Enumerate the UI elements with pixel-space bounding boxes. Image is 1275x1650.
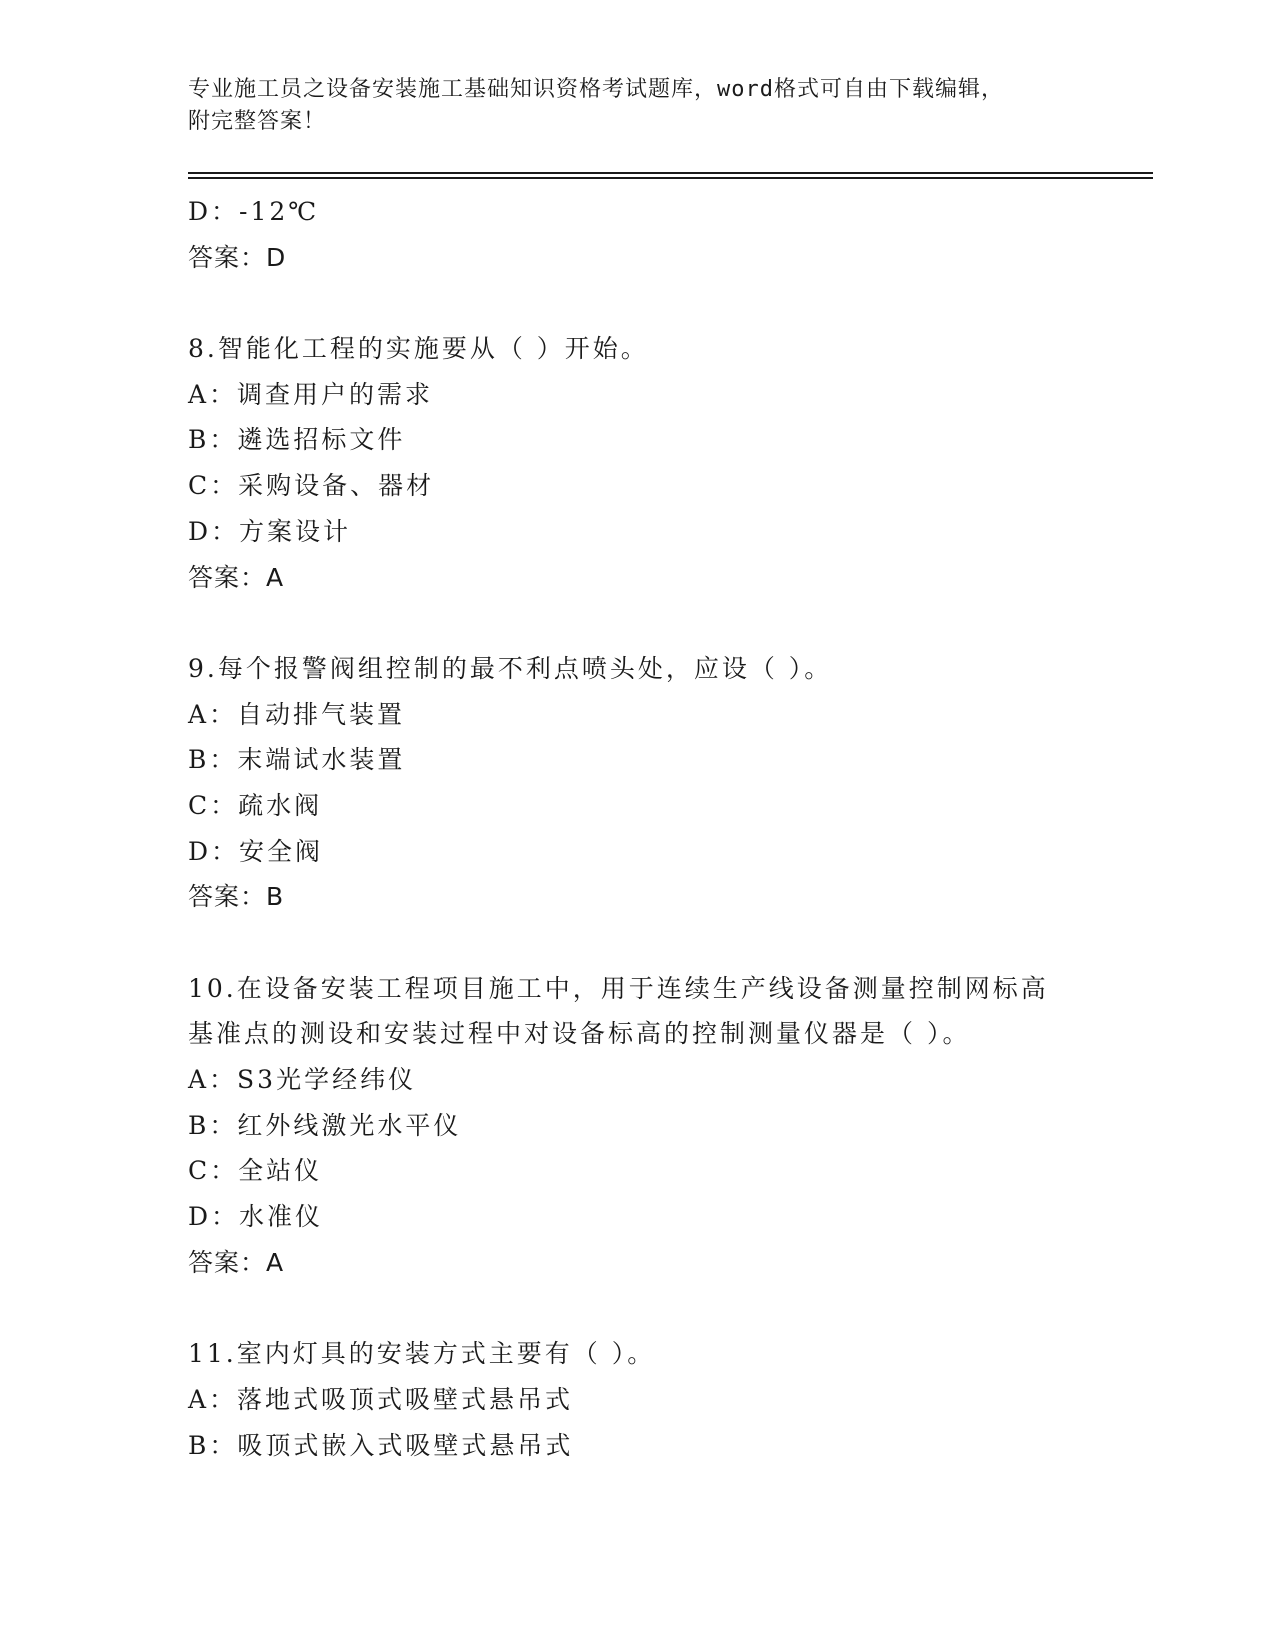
question-list	[188, 189, 1088, 1468]
spacer	[188, 1286, 1088, 1332]
header-rule-bottom	[188, 177, 1153, 179]
option-a: A：自动排气装置	[188, 699, 406, 729]
spacer	[188, 600, 1088, 646]
header-line-1: 专业施工员之设备安装施工基础知识资格考试题库，word格式可自由下载编辑，	[188, 77, 1004, 102]
header-line-2: 附完整答案！	[188, 109, 327, 134]
spacer	[188, 920, 1088, 966]
option-c: C：采购设备、器材	[188, 471, 435, 501]
option-c: C：疏水阀	[188, 790, 323, 820]
option-c: C：全站仪	[188, 1156, 323, 1186]
option-a: A：S3光学经纬仪	[188, 1065, 417, 1095]
option-a: A：调查用户的需求	[188, 379, 434, 409]
question-9	[188, 646, 1088, 920]
option-b: B：遴选招标文件	[188, 425, 406, 455]
prev-option-d: D：-12℃	[188, 197, 320, 226]
option-d: D：安全阀	[188, 836, 324, 866]
question-stem: 8.智能化工程的实施要从（ ）开始。	[188, 334, 649, 364]
spacer	[188, 280, 1088, 326]
header-rule-top	[188, 172, 1153, 174]
option-d: D：方案设计	[188, 516, 352, 546]
answer: 答案：A	[188, 1247, 285, 1277]
option-d: D：水准仪	[188, 1202, 324, 1232]
question-10	[188, 966, 1088, 1286]
question-stem-line-2: 基准点的测设和安装过程中对设备标高的控制测量仪器是（ ）。	[188, 1019, 971, 1049]
option-a: A：落地式吸顶式吸壁式悬吊式	[188, 1384, 574, 1414]
question-stem: 11.室内灯具的安装方式主要有（ ）。	[188, 1339, 656, 1369]
document-header	[188, 74, 1088, 138]
option-b: B：末端试水装置	[188, 745, 406, 775]
question-stem-line-1: 10.在设备安装工程项目施工中，用于连续生产线设备测量控制网标高	[188, 973, 1049, 1003]
option-b: B：吸顶式嵌入式吸壁式悬吊式	[188, 1430, 574, 1460]
question-8	[188, 326, 1088, 600]
answer: 答案：B	[188, 882, 285, 912]
option-b: B：红外线激光水平仪	[188, 1110, 462, 1140]
prev-answer: 答案：D	[188, 242, 287, 272]
question-11	[188, 1331, 1088, 1468]
answer: 答案：A	[188, 562, 285, 592]
question-stem: 9.每个报警阀组控制的最不利点喷头处，应设（ ）。	[188, 653, 833, 683]
